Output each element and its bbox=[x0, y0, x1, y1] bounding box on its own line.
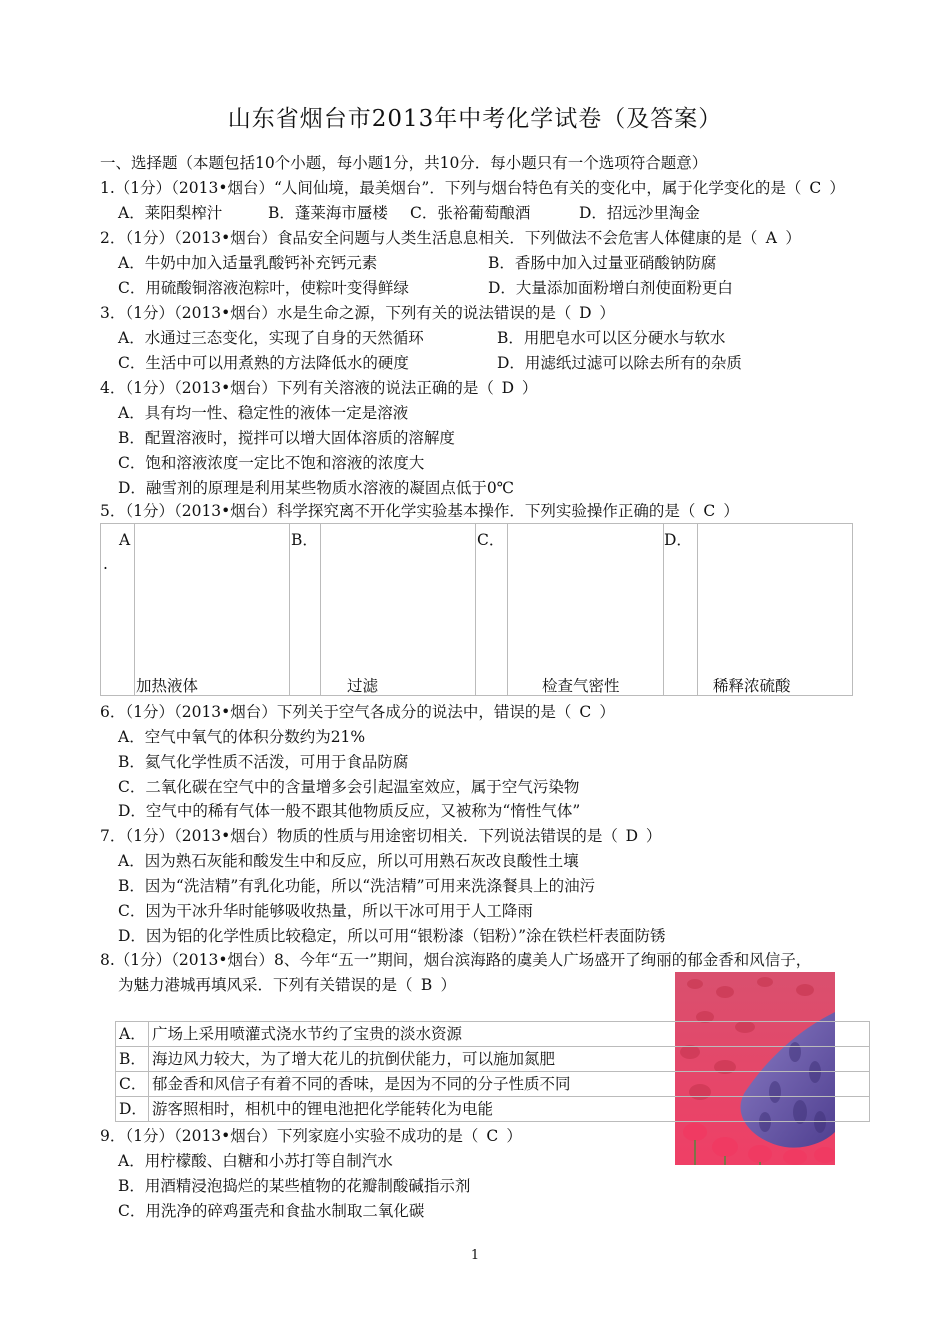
question-8-text: 为魅力港城再填风采．下列有关错误的是（ bbox=[118, 976, 413, 994]
table-divider bbox=[148, 1022, 149, 1046]
question-8-stem-line2 bbox=[118, 974, 456, 996]
question-1-answer: C bbox=[809, 179, 822, 197]
option-a-caption: 加热液体 bbox=[136, 677, 199, 695]
question-5-stem bbox=[100, 500, 739, 522]
question-5-close: ） bbox=[723, 502, 739, 520]
question-8-key-d: D． bbox=[119, 1100, 147, 1118]
question-1-option-c: C．张裕葡萄酿酒 bbox=[410, 204, 531, 222]
question-7-close: ） bbox=[645, 827, 662, 845]
question-6-text: 6．（1分）（2013•烟台）下列关于空气各成分的说法中，错误的是（ bbox=[100, 703, 572, 721]
question-7-stem bbox=[100, 825, 661, 847]
question-2-text: 2．（1分）（2013•烟台）食品安全问题与人类生活息息相关．下列做法不会危害人体健康的是（ bbox=[100, 229, 758, 247]
question-2-option-a: A．牛奶中加入适量乳酸钙补充钙元素 bbox=[118, 254, 378, 272]
question-9-stem bbox=[100, 1125, 522, 1147]
option-d-label: D． bbox=[664, 531, 692, 549]
question-1-text: 1.（1分）（2013•烟台）“人间仙境，最美烟台”．下列与烟台特色有关的变化中，属于化学变化的是（ bbox=[100, 179, 802, 197]
question-3-close: ） bbox=[599, 304, 615, 322]
table-divider bbox=[320, 524, 321, 695]
question-4-option-c: C．饱和溶液浓度一定比不饱和溶液的浓度大 bbox=[118, 454, 425, 472]
question-6-stem bbox=[100, 701, 615, 723]
option-d-caption: 稀释浓硫酸 bbox=[713, 677, 791, 695]
question-6-option-b: B．氦气化学性质不活泼，可用于食品防腐 bbox=[118, 753, 409, 771]
question-6-option-d: D．空气中的稀有气体一般不跟其他物质反应，又被称为“惰性气体” bbox=[118, 802, 581, 820]
question-8-text-b: 海边风力较大，为了增大花儿的抗倒伏能力，可以施加氮肥 bbox=[152, 1050, 556, 1068]
question-8-text-a: 广场上采用喷灌式浇水节约了宝贵的淡水资源 bbox=[152, 1025, 463, 1043]
question-2-answer: A bbox=[765, 229, 777, 247]
question-3-answer: D bbox=[579, 304, 592, 322]
option-a-dot: . bbox=[103, 555, 108, 573]
question-1-close: ） bbox=[829, 179, 845, 197]
question-3-option-b: B．用肥皂水可以区分硬水与软水 bbox=[497, 329, 726, 347]
question-9-close: ） bbox=[506, 1127, 522, 1145]
table-divider bbox=[148, 1047, 149, 1071]
question-9-option-c: C．用洗净的碎鸡蛋壳和食盐水制取二氧化碳 bbox=[118, 1202, 425, 1220]
question-8-close: ） bbox=[440, 976, 457, 994]
page-title: 山东省烟台市2013年中考化学试卷（及答案） bbox=[227, 106, 723, 132]
question-6-option-a: A．空气中氧气的体积分数约为21% bbox=[118, 728, 366, 746]
table-divider bbox=[507, 524, 508, 695]
question-3-stem bbox=[100, 302, 615, 324]
question-7-text: 7．（1分）（2013•烟台）物质的性质与用途密切相关．下列说法错误的是（ bbox=[100, 827, 618, 845]
question-8-answer: B bbox=[420, 976, 433, 994]
option-b-caption: 过滤 bbox=[347, 677, 379, 695]
question-3-option-c: C．生活中可以用煮熟的方法降低水的硬度 bbox=[118, 354, 409, 372]
question-4-option-a: A．具有均一性、稳定性的液体一定是溶液 bbox=[118, 404, 409, 422]
question-2-option-b: B．香肠中加入过量亚硝酸钠防腐 bbox=[488, 254, 717, 272]
question-6-answer: C bbox=[579, 703, 592, 721]
question-9-option-b: B．用酒精浸泡捣烂的某些植物的花瓣制酸碱指示剂 bbox=[118, 1177, 471, 1195]
question-4-text: 4．（1分）（2013•烟台）下列有关溶液的说法正确的是（ bbox=[100, 379, 494, 397]
question-8-key-c: C． bbox=[119, 1075, 147, 1093]
question-4-option-d: D．融雪剂的原理是利用某些物质水溶液的凝固点低于0℃ bbox=[118, 479, 515, 497]
question-8-key-a: A． bbox=[119, 1025, 146, 1043]
table-divider bbox=[148, 1072, 149, 1096]
question-8-row-d bbox=[115, 1097, 870, 1122]
question-5-text: 5．（1分）（2013•烟台）科学探究离不开化学实验基本操作．下列实验操作正确的是（ bbox=[100, 502, 696, 520]
question-1-option-a: A．莱阳梨榨汁 bbox=[118, 204, 223, 222]
question-9-option-a: A．用柠檬酸、白糖和小苏打等自制汽水 bbox=[118, 1152, 393, 1170]
question-6-option-c: C．二氧化碳在空气中的含量增多会引起温室效应，属于空气污染物 bbox=[118, 778, 580, 796]
question-7-option-a: A．因为熟石灰能和酸发生中和反应，所以可用熟石灰改良酸性土壤 bbox=[118, 852, 579, 870]
question-2-stem bbox=[100, 227, 801, 249]
option-b-label: B． bbox=[291, 531, 318, 549]
question-4-stem bbox=[100, 377, 537, 399]
question-1-option-b: B．蓬莱海市蜃楼 bbox=[268, 204, 388, 222]
option-c-caption: 检查气密性 bbox=[542, 677, 620, 695]
question-8-text-c: 郁金香和风信子有着不同的香味，是因为不同的分子性质不同 bbox=[152, 1075, 571, 1093]
table-divider bbox=[148, 1097, 149, 1121]
question-8-options-table bbox=[115, 1021, 870, 1122]
question-1-stem bbox=[100, 177, 845, 199]
option-a-label: A bbox=[119, 531, 131, 549]
question-8-row-c bbox=[115, 1072, 870, 1097]
table-divider bbox=[475, 524, 476, 695]
question-1-option-d: D．招远沙里淘金 bbox=[579, 204, 700, 222]
question-4-answer: D bbox=[501, 379, 515, 397]
question-3-option-d: D．用滤纸过滤可以除去所有的杂质 bbox=[497, 354, 742, 372]
question-6-close: ） bbox=[599, 703, 615, 721]
page-number: 1 bbox=[470, 1248, 480, 1263]
question-5-answer: C bbox=[703, 502, 716, 520]
question-9-answer: C bbox=[486, 1127, 499, 1145]
question-2-option-d: D．大量添加面粉增白剂使面粉更白 bbox=[488, 279, 733, 297]
section-heading: 一、选择题（本题包括10个小题，每小题1分，共10分．每小题只有一个选项符合题意） bbox=[100, 154, 708, 172]
question-7-option-c: C．因为干冰升华时能够吸收热量，所以干冰可用于人工降雨 bbox=[118, 902, 533, 920]
table-divider bbox=[697, 524, 698, 695]
question-9-text: 9．（1分）（2013•烟台）下列家庭小实验不成功的是（ bbox=[100, 1127, 479, 1145]
question-8-key-b: B． bbox=[119, 1050, 146, 1068]
question-3-option-a: A．水通过三态变化，实现了自身的天然循环 bbox=[118, 329, 424, 347]
question-2-close: ） bbox=[785, 229, 801, 247]
option-c-label: C． bbox=[477, 531, 505, 549]
question-8-row-a bbox=[115, 1022, 870, 1047]
question-2-option-c: C．用硫酸铜溶液泡粽叶，使粽叶变得鲜绿 bbox=[118, 279, 409, 297]
question-7-answer: D bbox=[625, 827, 639, 845]
question-8-row-b bbox=[115, 1047, 870, 1072]
question-3-text: 3．（1分）（2013•烟台）水是生命之源，下列有关的说法错误的是（ bbox=[100, 304, 572, 322]
question-4-close: ） bbox=[521, 379, 538, 397]
question-8-stem-line1: 8.（1分）（2013•烟台）8、今年“五一”期间，烟台滨海路的虞美人广场盛开了绚丽的郁金香和风信子， bbox=[100, 951, 812, 969]
table-divider bbox=[289, 524, 290, 695]
question-7-option-b: B．因为“洗洁精”有乳化功能，所以“洗洁精”可用来洗涤餐具上的油污 bbox=[118, 877, 596, 895]
table-divider bbox=[134, 524, 135, 695]
question-5-options-table bbox=[100, 523, 853, 696]
question-8-text-d: 游客照相时，相机中的锂电池把化学能转化为电能 bbox=[152, 1100, 494, 1118]
question-4-option-b: B．配置溶液时，搅拌可以增大固体溶质的溶解度 bbox=[118, 429, 455, 447]
question-7-option-d: D．因为铝的化学性质比较稳定，所以可用“银粉漆（铝粉）”涂在铁栏杆表面防锈 bbox=[118, 927, 666, 945]
